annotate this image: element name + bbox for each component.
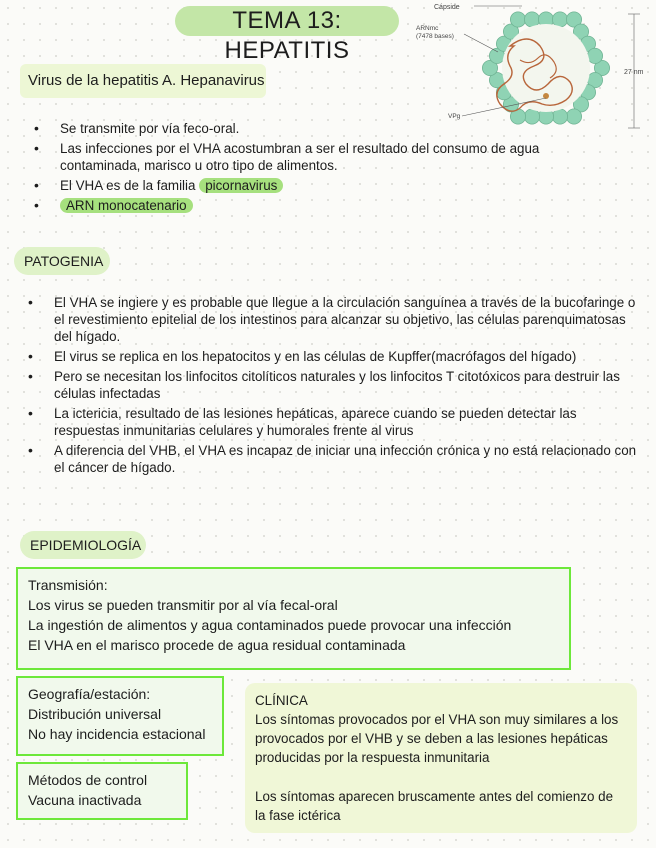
clinica-box bbox=[245, 683, 637, 833]
hav-bullet-list bbox=[30, 120, 590, 217]
list-item bbox=[30, 177, 590, 194]
geografia-title: Geografía/estación: bbox=[28, 686, 151, 702]
list-item: • El virus se replica en los hepatocitos y en las células de Kupffer(macrófagos del hígado) bbox=[24, 348, 640, 365]
geografia-line: Distribución universal bbox=[28, 706, 162, 722]
capsomer bbox=[587, 48, 602, 63]
capsomer bbox=[524, 12, 539, 27]
picornavirus-highlight: picornavirus bbox=[199, 178, 283, 193]
capside-label: Cápside bbox=[434, 4, 460, 11]
bases-label: (7478 bases) bbox=[416, 33, 454, 40]
clinica-paragraph: Los síntomas aparecen bruscamente antes del comienzo de la fase ictérica bbox=[255, 789, 614, 823]
metodos-title: Métodos de control bbox=[28, 772, 148, 788]
list-item: • Se transmite por vía feco-oral. bbox=[30, 120, 590, 137]
list-item bbox=[30, 197, 590, 214]
patogenia-bullet-list bbox=[24, 294, 640, 479]
list-item: • El VHA se ingiere y es probable que llegue a la circulación sanguínea a través de la bucofaringe o el revestimiento epitelial de los intestinos para alcanzar su objetivo, las células parenquimatosas del hígado. bbox=[24, 294, 640, 345]
transmision-line: Los virus se pueden transmitir por al vía fecal-oral bbox=[28, 597, 338, 613]
list-item: • A diferencia del VHB, el VHA es incapaz de iniciar una infección crónica y no está relacionado con el cáncer de hígado. bbox=[24, 442, 640, 476]
arn-highlight: ARN monocatenario bbox=[60, 198, 193, 213]
family-text: El VHA es de la familia bbox=[60, 178, 200, 193]
geografia-line: No hay incidencia estacional bbox=[28, 726, 206, 742]
section-hav-heading: Virus de la hepatitis A. Hepanavirus bbox=[20, 64, 266, 98]
geografia-box bbox=[16, 676, 224, 756]
transmision-title: Transmisión: bbox=[28, 577, 108, 593]
list-item: • Las infecciones por el VHA acostumbran a ser el resultado del consumo de agua contaminada, marisco u otro tipo de alimentos. bbox=[30, 140, 590, 174]
metodos-box bbox=[16, 762, 188, 820]
clinica-paragraph: Los síntomas provocados por el VHA son muy similares a los provocados por el VHB y se deben a las lesiones hepáticas producidas por la respuesta inmunitaria bbox=[255, 712, 619, 765]
size-label: 27 nm bbox=[624, 69, 644, 76]
capsomer bbox=[510, 12, 525, 27]
clinica-title: CLÍNICA bbox=[255, 693, 308, 708]
section-epidemiologia-heading: EPIDEMIOLOGÍA bbox=[20, 531, 146, 559]
transmision-line: La ingestión de alimentos y agua contaminados puede provocar una infección bbox=[28, 617, 512, 633]
transmision-line: El VHA en el marisco procede de agua residual contaminada bbox=[28, 637, 406, 653]
list-item: • Pero se necesitan los linfocitos citolíticos naturales y los linfocitos T citotóxicos para destruir las células infectadas bbox=[24, 368, 640, 402]
page-title: TEMA 13: HEPATITIS bbox=[175, 6, 399, 36]
section-patogenia-heading: PATOGENIA bbox=[14, 247, 110, 275]
arn-label: ARNmc bbox=[416, 25, 439, 32]
capsomer bbox=[552, 12, 567, 27]
metodos-line: Vacuna inactivada bbox=[28, 792, 142, 808]
transmision-box bbox=[16, 567, 571, 670]
list-item: • La ictericia, resultado de las lesiones hepáticas, aparece cuando se pueden detectar las respuestas inmunitarias celulares y humorales frente al virus bbox=[24, 405, 640, 439]
hav-virus-diagram bbox=[412, 0, 656, 130]
vpg-label: VPg bbox=[448, 113, 461, 120]
